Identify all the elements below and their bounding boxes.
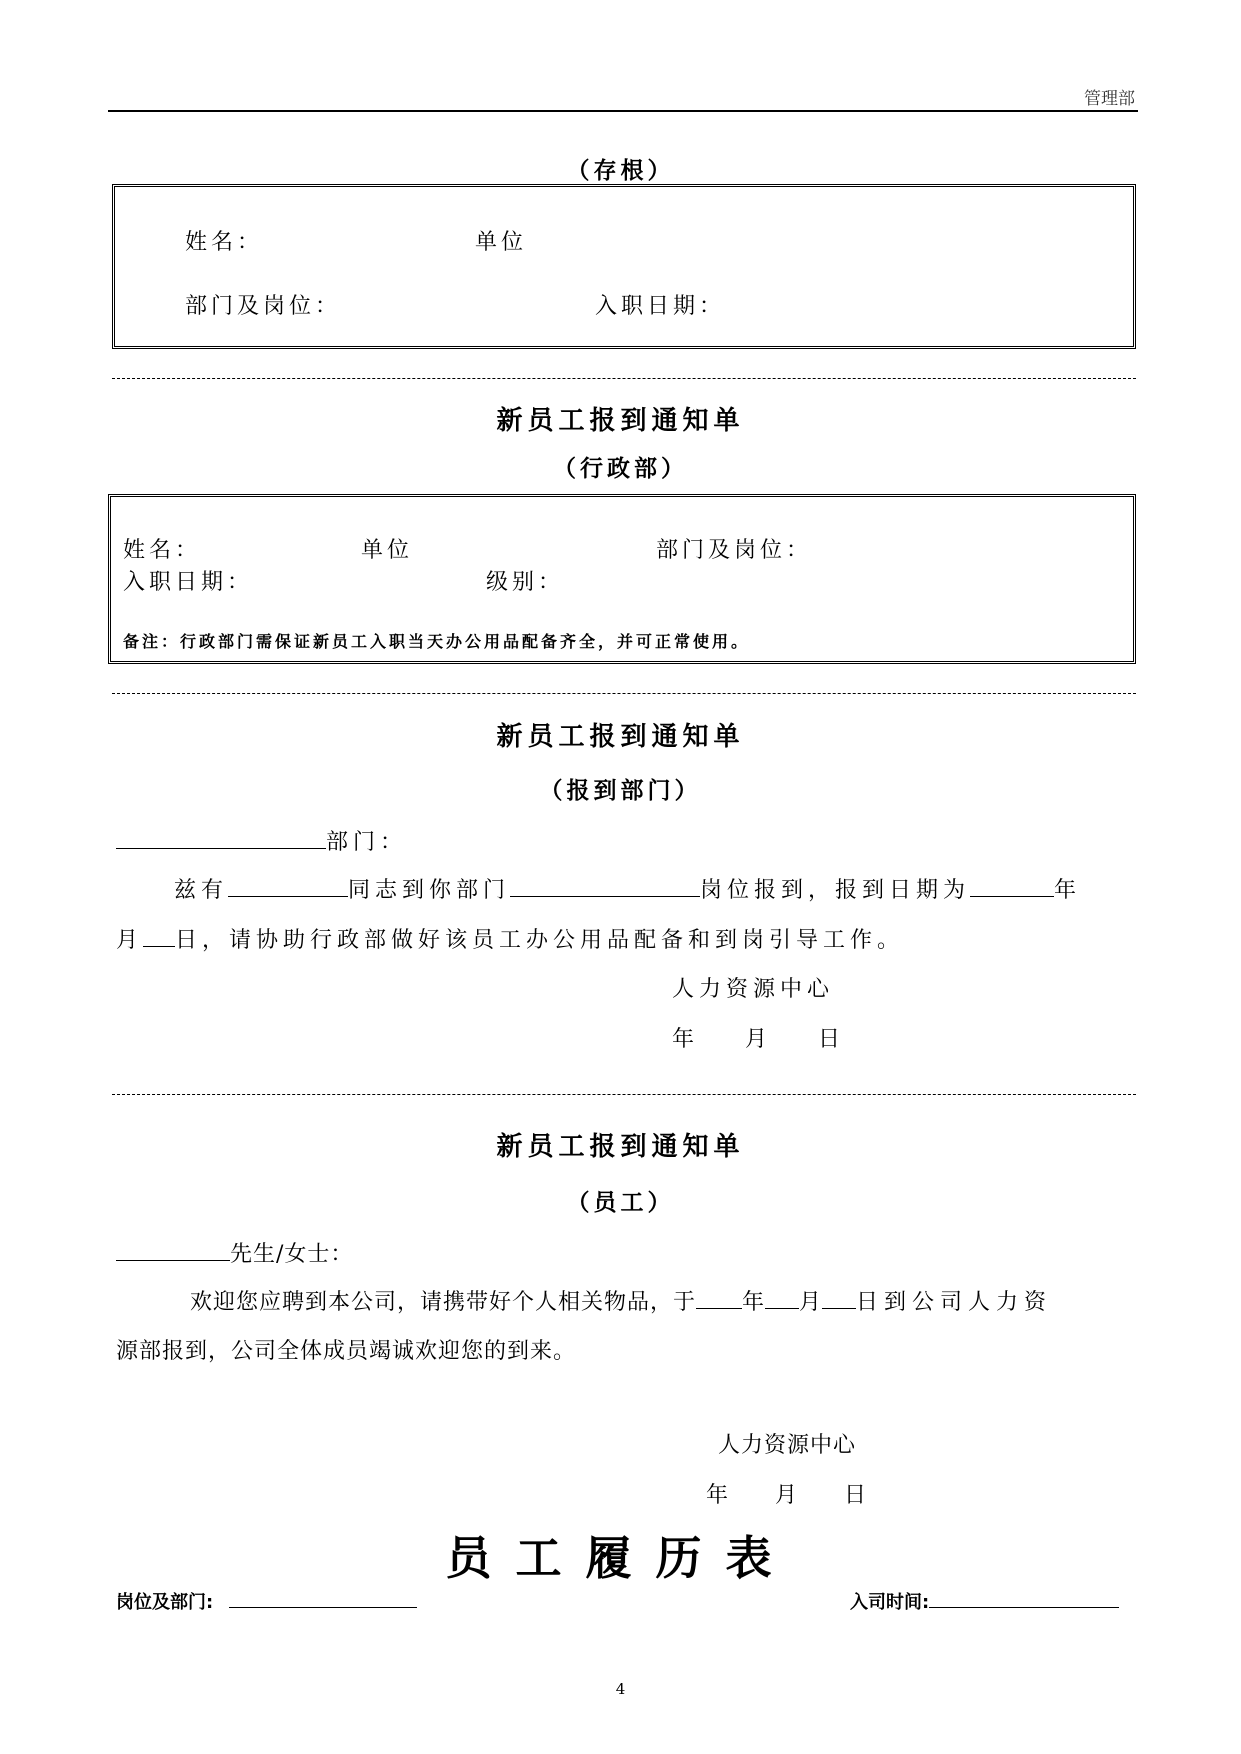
employee-p1-c: 月 <box>799 1290 823 1315</box>
report-dept-date-m: 月 <box>745 1027 773 1052</box>
cut-line-3 <box>112 1094 1136 1095</box>
blank-report-day[interactable] <box>822 1284 856 1309</box>
employee-subtitle: （员工） <box>566 1190 675 1216</box>
resume-join-time <box>850 1588 1119 1614</box>
employee-date-m: 月 <box>775 1483 799 1508</box>
cut-line-1 <box>112 378 1136 379</box>
blank-report-month[interactable] <box>765 1284 799 1309</box>
employee-paragraph-1 <box>190 1284 1052 1316</box>
resume-pos-dept-label: 岗位及部门: <box>116 1592 214 1613</box>
employee-salutation-line <box>116 1236 353 1268</box>
blank-year[interactable] <box>970 872 1054 897</box>
admin-name-label: 姓名： <box>123 538 202 563</box>
report-dept-date <box>672 1022 845 1053</box>
blank-month[interactable] <box>143 922 175 947</box>
blank-report-year[interactable] <box>696 1284 742 1309</box>
employee-p1-a: 欢迎您应聘到本公司，请携带好个人相关物品，于 <box>190 1290 697 1315</box>
report-dept-paragraph-1 <box>174 872 1081 904</box>
blank-resume-join-time[interactable] <box>929 1593 1119 1608</box>
report-dept-dept-label: 部门： <box>326 830 408 855</box>
admin-entry-date-label: 入职日期： <box>123 570 254 595</box>
employee-salutation: 先生/女士： <box>230 1242 354 1267</box>
resume-pos-dept <box>116 1588 417 1614</box>
stub-entry-date-label: 入职日期： <box>595 294 726 319</box>
report-dept-p1-c: 岗位报到，报到日期为 <box>700 878 971 903</box>
stub-dept-pos-label: 部门及岗位： <box>185 294 342 319</box>
report-dept-title: 新员工报到通知单 <box>496 722 745 752</box>
stub-name-label: 姓名： <box>185 230 264 255</box>
report-dept-recipient-line <box>116 824 407 856</box>
report-dept-p2-a: 月 <box>116 928 144 953</box>
employee-paragraph-2: 源部报到，公司全体成员竭诚欢迎您的到来。 <box>116 1339 577 1364</box>
blank-employee-name[interactable] <box>228 872 348 897</box>
employee-date <box>706 1478 867 1509</box>
admin-level-label: 级别： <box>486 570 565 595</box>
admin-title: 新员工报到通知单 <box>496 406 745 436</box>
report-dept-p1-a: 兹有 <box>174 878 229 903</box>
resume-join-time-label: 入司时间: <box>850 1592 930 1613</box>
admin-box <box>108 494 1136 664</box>
employee-title: 新员工报到通知单 <box>496 1132 745 1162</box>
report-dept-p2-b: 日，请协助行政部做好该员工办公用品配备和到岗引导工作。 <box>175 928 905 953</box>
cut-line-2 <box>112 693 1136 694</box>
report-dept-date-d: 日 <box>818 1027 846 1052</box>
employee-signer: 人力资源中心 <box>718 1433 857 1458</box>
report-dept-p1-b: 同志到你部门 <box>348 878 511 903</box>
blank-dept-name[interactable] <box>116 824 326 849</box>
employee-p1-b: 年 <box>742 1290 766 1315</box>
stub-box <box>112 184 1136 349</box>
report-dept-p1-d: 年 <box>1054 878 1082 903</box>
resume-title: 员工履历表 <box>445 1531 796 1585</box>
blank-resume-pos-dept[interactable] <box>229 1593 417 1608</box>
report-dept-signer: 人力资源中心 <box>672 977 835 1002</box>
report-dept-date-y: 年 <box>672 1027 700 1052</box>
admin-subtitle: （行政部） <box>553 456 688 482</box>
employee-p1-d: 日到公司人力资 <box>856 1290 1053 1315</box>
admin-unit-label: 单位 <box>361 538 414 563</box>
blank-employee-salutation-name[interactable] <box>116 1236 230 1261</box>
page-number: 4 <box>615 1680 626 1698</box>
report-dept-subtitle: （报到部门） <box>539 778 702 804</box>
employee-date-y: 年 <box>706 1483 730 1508</box>
header-rule <box>108 110 1138 112</box>
admin-note: 备注：行政部门需保证新员工入职当天办公用品配备齐全，并可正常使用。 <box>123 632 751 651</box>
blank-position[interactable] <box>510 872 700 897</box>
stub-title: （存根） <box>566 158 675 184</box>
admin-dept-pos-label: 部门及岗位： <box>656 538 813 563</box>
header-dept: 管理部 <box>1084 89 1135 109</box>
stub-unit-label: 单位 <box>475 230 528 255</box>
report-dept-paragraph-2 <box>116 922 904 954</box>
employee-date-d: 日 <box>844 1483 868 1508</box>
